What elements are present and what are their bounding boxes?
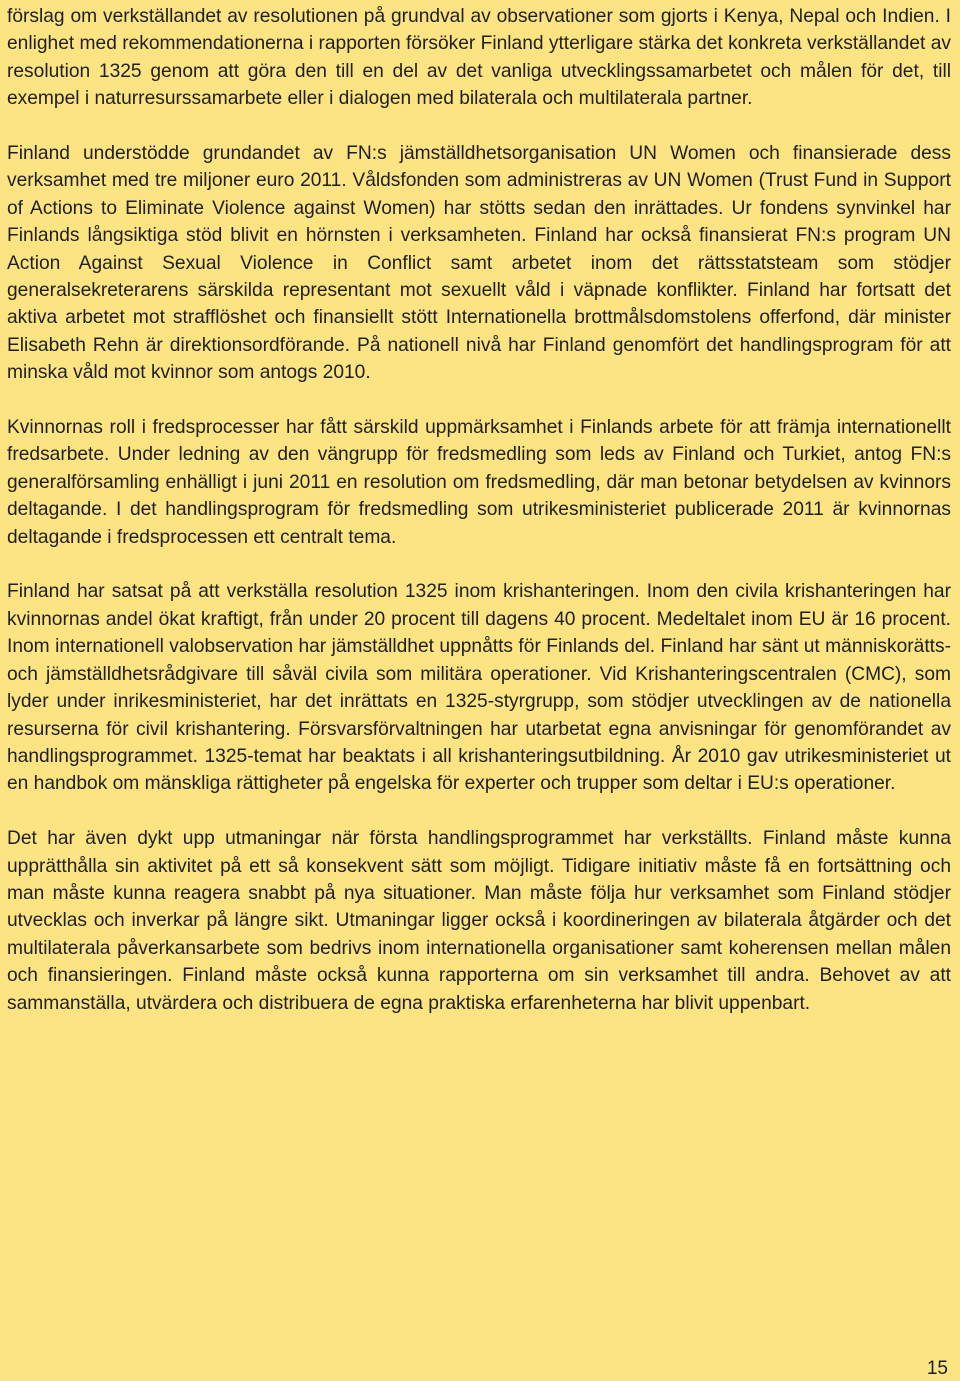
paragraph-challenges: Det har även dykt upp utmaningar när första handlingsprogrammet har verkställts. Finland måste kunna upprätthålla sin aktivitet på ett så konsekvent sätt som möjligt. Tidigare initiativ måste få en fortsättning och man måste kunna reagera snabbt på nya situationer. Man måste följa hur verksamhet som Finland stödjer utvecklas och inverkar på längre sikt. Utmaningar ligger också i koordineringen av bilaterala åtgärder och det multilaterala påverkansarbete som bedrivs inom internationella organisationer samt koherensen mellan målen och finansieringen. Finland måste också kunna rapporterna om sin verksamhet till andra. Behovet av att sammanställa, utvärdera och distribuera de egna praktiska erfarenheterna har blivit uppenbart. <box>7 828 951 1014</box>
page-number: 15 <box>926 1358 948 1379</box>
document-body <box>7 3 951 1017</box>
paragraph-continuation: förslag om verkställandet av resolutionen på grundval av observationer som gjorts i Kenya, Nepal och Indien. I enlighet med rekommendationerna i rapporten försöker Finland ytterligare stärka det konkreta verkställandet av resolution 1325 genom att göra den till en del av det vanliga utvecklingssamarbetet och målen för det, till exempel i naturresurssamarbete eller i dialogen med bilaterala och multilaterala partner. <box>7 6 951 110</box>
paragraph-un-women: Finland understödde grundandet av FN:s jämställdhetsorganisation UN Women och finansierade dess verksamhet med tre miljoner euro 2011. Våldsfonden som administreras av UN Women (Trust Fund in Support of Actions to Eliminate Violence against Women) har stötts sedan den inrättades. Ur fondens synvinkel har Finlands långsiktiga stöd blivit en hörnsten i verksamheten. Finland har också finansierat FN:s program UN Action Against Sexual Violence in Conflict samt arbetet inom det rättsstatsteam som stödjer generalsekreterarens särskilda representant mot sexuellt våld i väpnade konflikter. Finland har fortsatt det aktiva arbetet mot strafflöshet och finansiellt stött Internationella brottmålsdomstolens offerfond, där minister Elisabeth Rehn är direktionsordförande. På nationell nivå har Finland genomfört det handlingsprogram för att minska våld mot kvinnor som antogs 2010. <box>7 143 951 384</box>
paragraph-peace-processes: Kvinnornas roll i fredsprocesser har fått särskild uppmärksamhet i Finlands arbete för att främja internationellt fredsarbete. Under ledning av den vängrupp för fredsmedling som leds av Finland och Turkiet, antog FN:s generalförsamling enhälligt i juni 2011 en resolution om fredsmedling, där man betonar betydelsen av kvinnors deltagande. I det handlingsprogram för fredsmedling som utrikesministeriet publicerade 2011 är kvinnornas deltagande i fredsprocessen ett centralt tema. <box>7 417 951 548</box>
paragraph-crisis-management: Finland har satsat på att verkställa resolution 1325 inom krishanteringen. Inom den civila krishanteringen har kvinnornas andel ökat kraftigt, från under 20 procent till dagens 40 procent. Medeltalet inom EU är 16 procent. Inom internationell valobservation har jämställdhet uppnåtts för Finlands del. Finland har sänt ut människorätts- och jämställdhetsrådgivare till såväl civila som militära operationer. Vid Krishanteringscentralen (CMC), som lyder under inrikesministeriet, har det inrättats en 1325-styrgrupp, som stödjer utvecklingen av de nationella resurserna för civil krishantering. Försvarsförvaltningen har utarbetat egna anvisningar för genomförandet av handlingsprogrammet. 1325-temat har beaktats i all krishanteringsutbildning. År 2010 gav utrikesministeriet ut en handbok om mänskliga rättigheter på engelska för experter och trupper som deltar i EU:s operationer. <box>7 581 951 795</box>
